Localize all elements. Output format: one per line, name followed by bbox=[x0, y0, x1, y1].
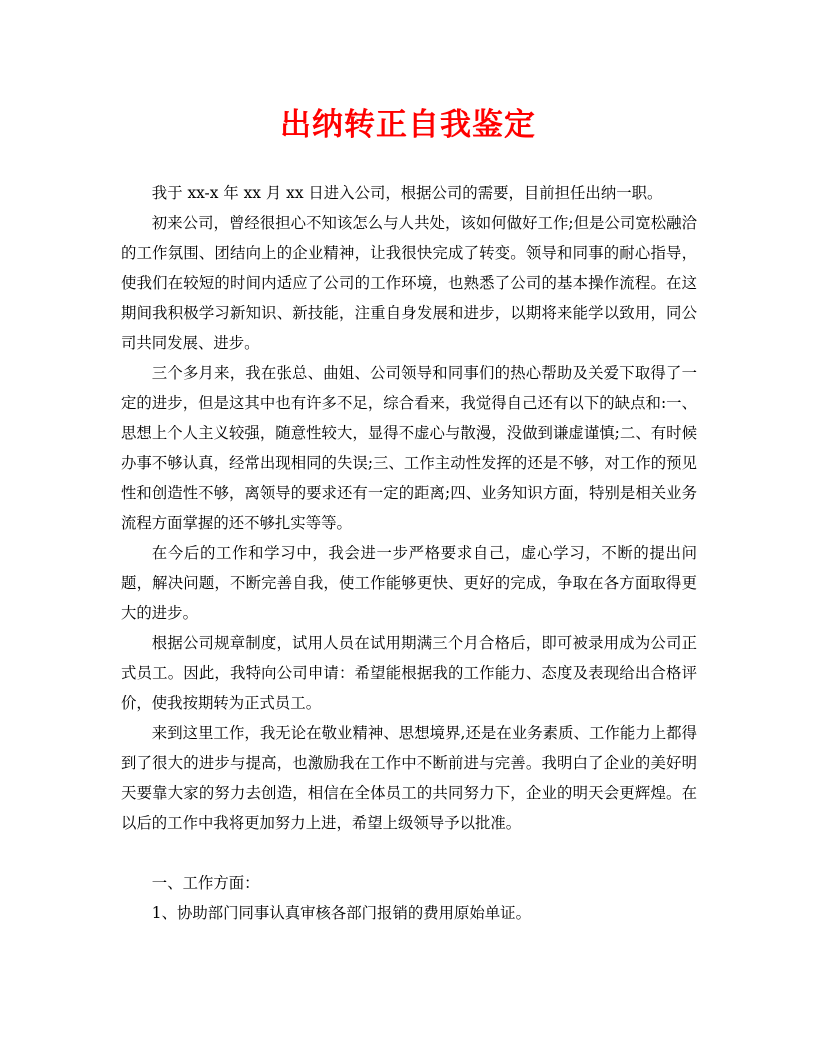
document-title: 出纳转正自我鉴定 bbox=[280, 107, 536, 143]
paragraph-5: 根据公司规章制度，试用人员在试用期满三个月合格后，即可被录用成为公司正式员工。因此，我特向公司申请：希望能根据我的工作能力、态度及表现给出合格评价，使我按期转为正式员工。 bbox=[121, 634, 697, 712]
document-body bbox=[121, 178, 697, 928]
list-item-1: 1、协助部门同事认真审核各部门报销的费用原始单证。 bbox=[151, 904, 531, 922]
paragraph-1: 我于 xx-x 年 xx 月 xx 日进入公司，根据公司的需要，目前担任出纳一职。 bbox=[151, 184, 663, 202]
paragraph-4: 在今后的工作和学习中，我会进一步严格要求自己，虚心学习，不断的提出问题，解决问题，不断完善自我，使工作能够更快、更好的完成，争取在各方面取得更大的进步。 bbox=[121, 544, 697, 622]
paragraph-6: 来到这里工作，我无论在敬业精神、思想境界,还是在业务素质、工作能力上都得到了很大的进步与提高，也激励我在工作中不断前进与完善。我明白了企业的美好明天要靠大家的努力去创造，相信在全体员工的共同努力下，企业的明天会更辉煌。在以后的工作中我将更加努力上进，希望上级领导予以批准。 bbox=[121, 724, 697, 832]
section-heading-work: 一、工作方面： bbox=[151, 874, 260, 892]
paragraph-3: 三个多月来，我在张总、曲姐、公司领导和同事们的热心帮助及关爱下取得了一定的进步，但是这其中也有许多不足，综合看来，我觉得自己还有以下的缺点和:一、思想上个人主义较强，随意性较大，显得不虚心与散漫，没做到谦虚谨慎;二、有时候办事不够认真，经常出现相同的失误;三、工作主动性发挥的还是不够，对工作的预见性和创造性不够，离领导的要求还有一定的距离;四、业务知识方面，特别是相关业务流程方面掌握的还不够扎实等等。 bbox=[121, 364, 697, 532]
paragraph-2: 初来公司，曾经很担心不知该怎么与人共处，该如何做好工作;但是公司宽松融洽的工作氛围、团结向上的企业精神，让我很快完成了转变。领导和同事的耐心指导，使我们在较短的时间内适应了公司的工作环境，也熟悉了公司的基本操作流程。在这期间我积极学习新知识、新技能，注重自身发展和进步，以期将来能学以致用，同公司共同发展、进步。 bbox=[121, 214, 697, 352]
